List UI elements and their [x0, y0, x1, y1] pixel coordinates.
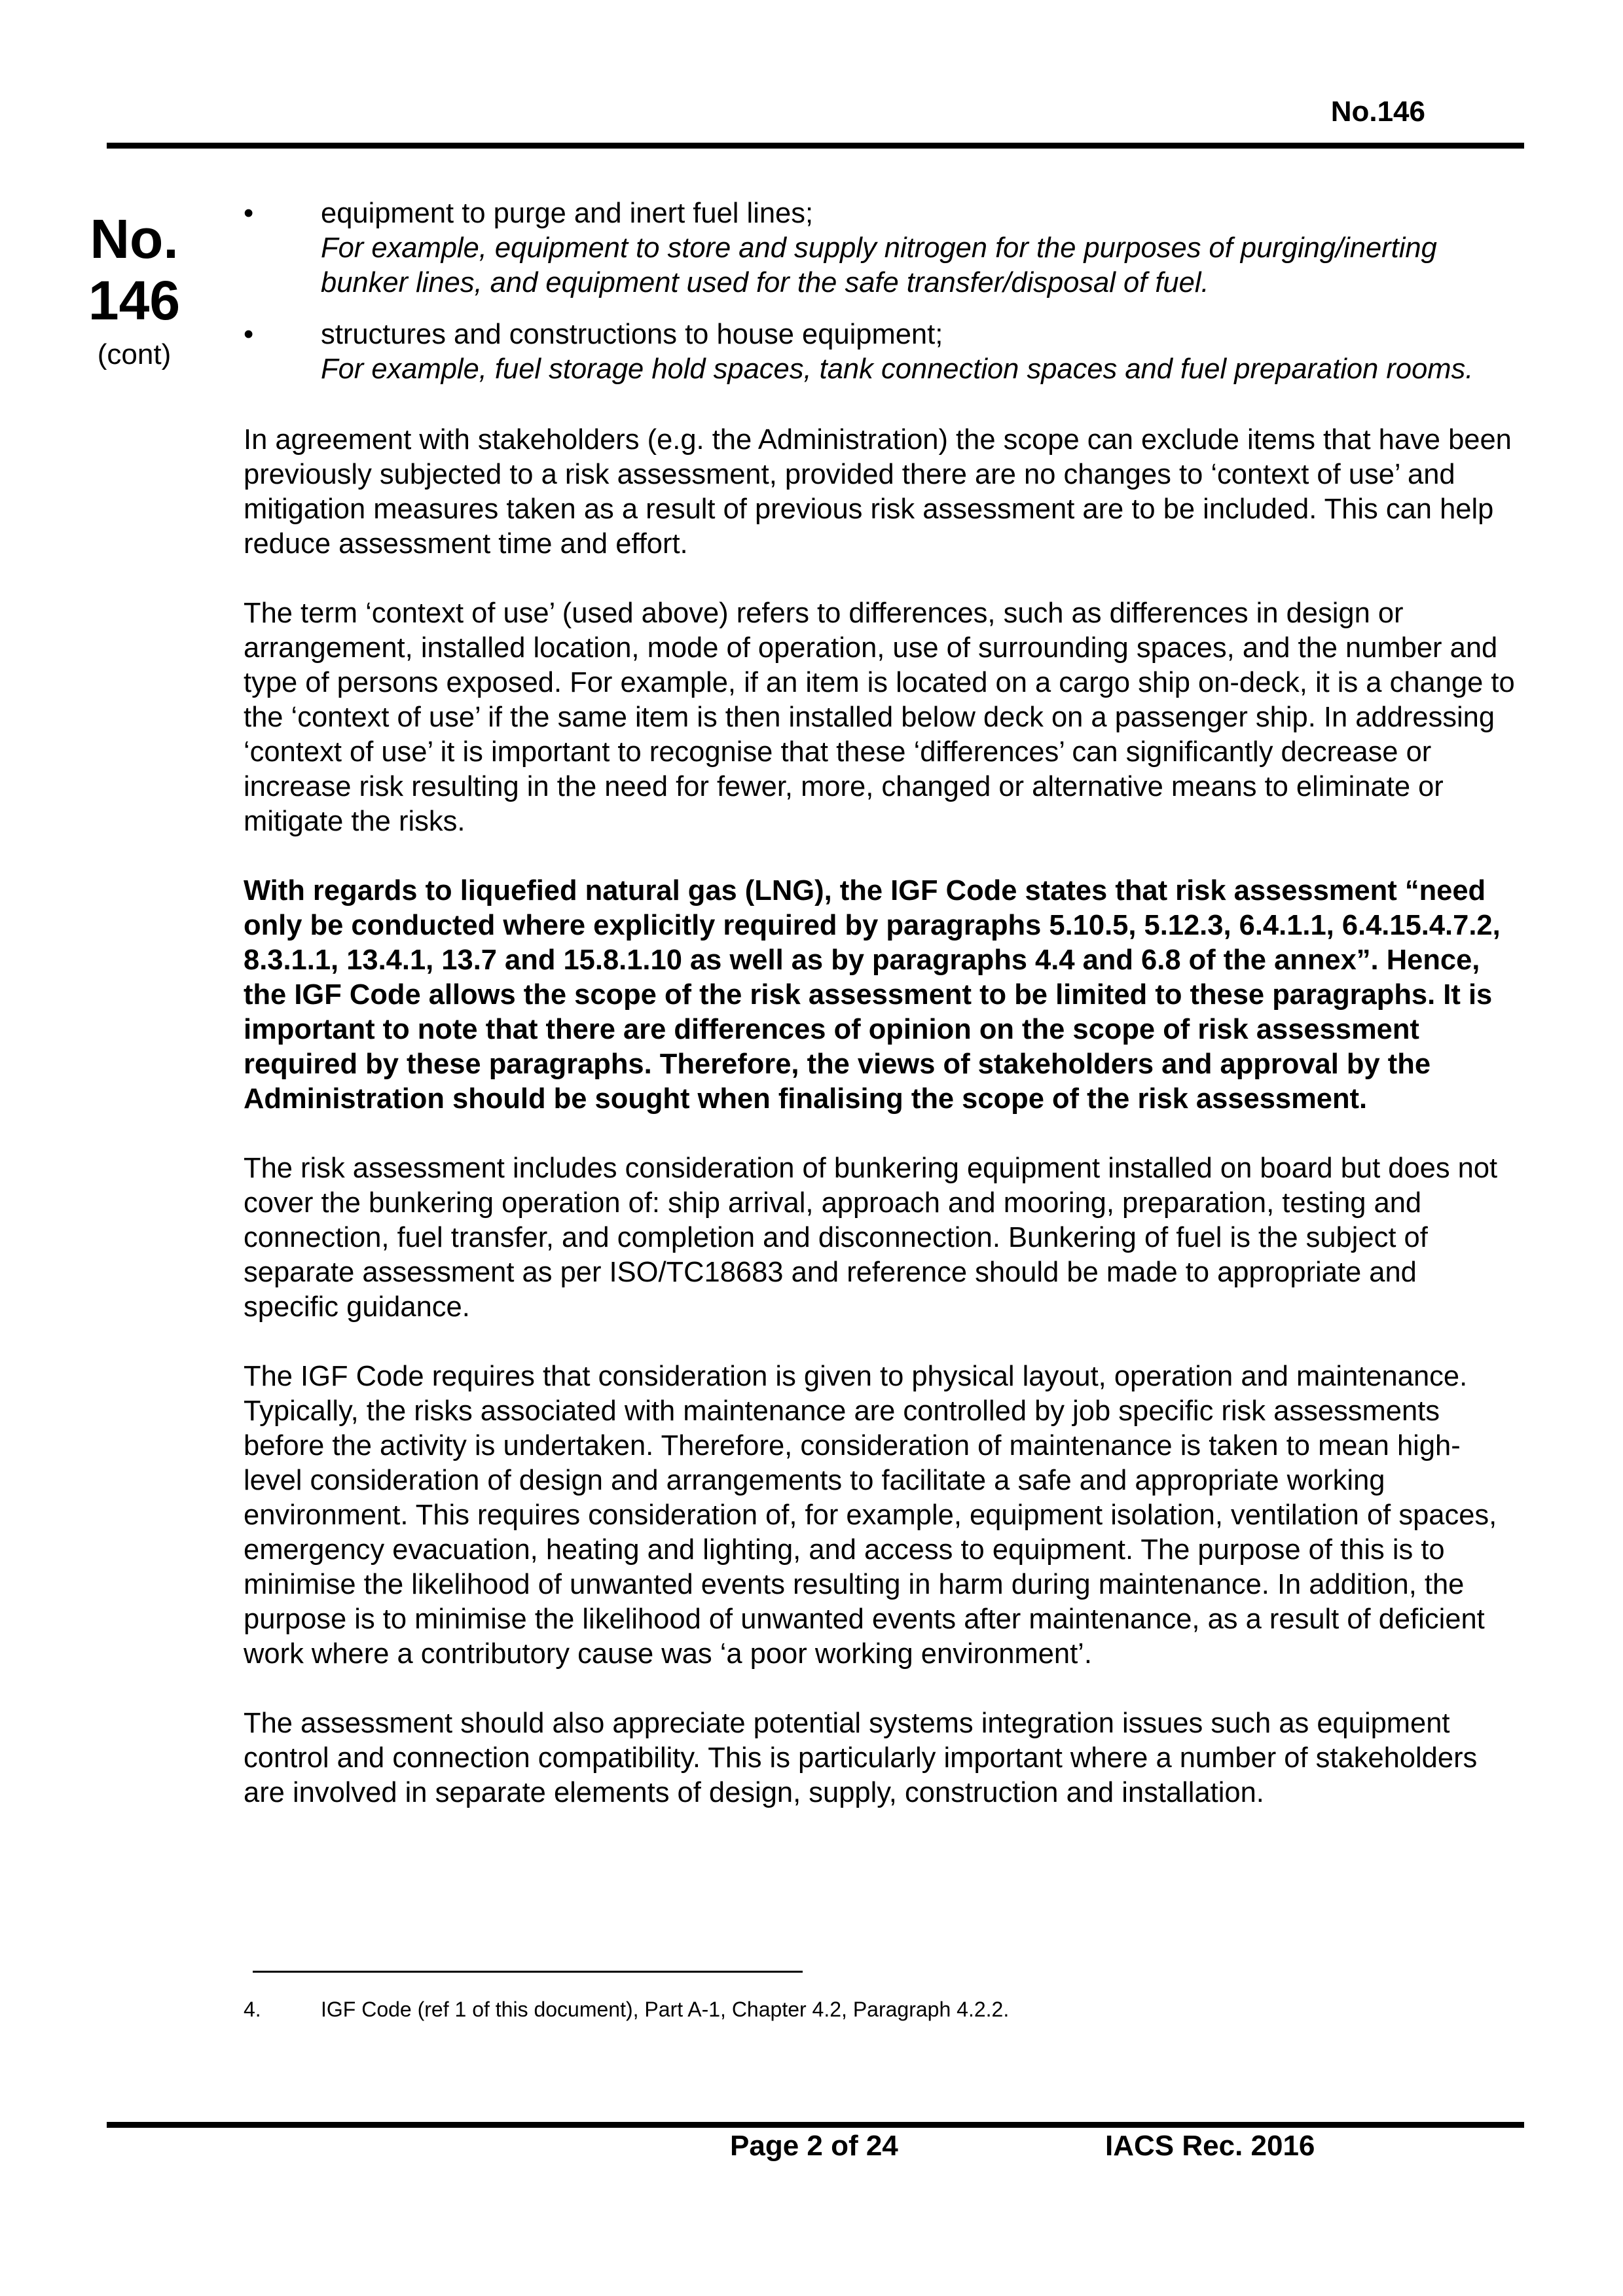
bullet-symbol: • — [244, 198, 254, 229]
bullet-text: structures and constructions to house equipment; — [321, 319, 943, 350]
footnote-rule — [253, 1971, 803, 1973]
margin-label-cont: (cont) — [97, 338, 172, 370]
paragraph-bunkering: The risk assessment includes consideration of bunkering equipment installed on board but does not cover the bunkering operation of: ship arrival, approach and mooring, preparation, testing and connection, fuel transfer, and completion and disconnection. Bunkering of fuel is the subject of separate assessment as per ISO/TC18683 and reference should be made to appropriate and specific guidance. — [244, 1153, 1498, 1323]
paragraph-systems-integration: The assessment should also appreciate potential systems integration issues such as equipment control and connection compatibility. This is particularly important where a number of stakeholders are involved in separate elements of design, supply, construction and installation. — [244, 1708, 1478, 1808]
bullet-text: equipment to purge and inert fuel lines; — [321, 198, 814, 229]
footer-doc-ref: IACS Rec. 2016 — [1105, 2130, 1315, 2162]
paragraph-context-of-use: The term ‘context of use’ (used above) refers to differences, such as differences in design or arrangement, installed location, mode of operation, use of surrounding spaces, and the number and type of persons exposed. For example, if an item is located on a cargo ship on-deck, it is a change to the ‘context of use’ if the same item is then installed below deck on a passenger ship. In addressing ‘context of use’ it is important to recognise that these ‘differences’ can significantly decrease or increase risk resulting in the need for fewer, more, changed or alternative means to eliminate or mitigate the risks. — [244, 598, 1515, 837]
margin-label-number: 146 — [88, 270, 181, 331]
paragraph-scope-exclusion: In agreement with stakeholders (e.g. the Administration) the scope can exclude items that have been previously subjected to a risk assessment, provided there are no changes to ‘context of use’ and mitigation measures taken as a result of previous risk assessment are to be included. This can help reduce assessment time and effort. — [244, 424, 1512, 560]
bullet-item — [244, 196, 1517, 300]
paragraph-maintenance: The IGF Code requires that consideration is given to physical layout, operation and maintenance. Typically, the risks associated with maintenance are controlled by job specific risk assessments before the activity is undertaken. Therefore, consideration of maintenance is taken to mean high-level consideration of design and arrangements to facilitate a safe and appropriate working environment. This requires consideration of, for example, equipment isolation, ventilation of spaces, emergency evacuation, heating and lighting, and access to equipment. The purpose of this is to minimise the likelihood of unwanted events resulting in harm during maintenance. In addition, the purpose is to minimise the likelihood of unwanted events after maintenance, as a result of deficient work where a contributory cause was ‘a poor working environment’. — [244, 1361, 1497, 1670]
bullet-symbol: • — [244, 319, 254, 350]
paragraph-lng-igf-code: With regards to liquefied natural gas (LNG), the IGF Code states that risk assessment “need only be conducted where explicitly required by paragraphs 5.10.5, 5.12.3, 6.4.1.1, 6.4.15.4.7.2, 8.3.1.1, 13.4.1, 13.7 and 15.8.1.10 as well as by paragraphs 4.4 and 6.8 of the annex”. Hence, the IGF Code allows the scope of the risk assessment to be limited to these paragraphs. It is important to note that there are differences of opinion on the scope of risk assessment required by these paragraphs. Therefore, the views of stakeholders and approval by the Administration should be sought when finalising the scope of the risk assessment. — [244, 875, 1501, 1115]
bullet-item — [244, 317, 1517, 387]
page-number: Page 2 of 24 — [730, 2130, 898, 2162]
margin-label — [79, 208, 190, 374]
footnote — [244, 1996, 1009, 2022]
header-doc-ref: No.146 — [1330, 96, 1425, 128]
bullet-example: For example, equipment to store and supply nitrogen for the purposes of purging/inerting bunker lines, and equipment used for the safe transfer/disposal of fuel. — [321, 232, 1437, 298]
footnote-text: IGF Code (ref 1 of this document), Part A-1, Chapter 4.2, Paragraph 4.2.2. — [321, 1998, 1010, 2021]
header-rule — [107, 143, 1524, 149]
bullet-example: For example, fuel storage hold spaces, tank connection spaces and fuel preparation rooms. — [321, 353, 1474, 385]
margin-label-no: No. — [90, 208, 179, 270]
footnote-number: 4. — [244, 1998, 261, 2021]
footer-rule — [107, 2122, 1524, 2128]
main-content — [244, 196, 1517, 1845]
